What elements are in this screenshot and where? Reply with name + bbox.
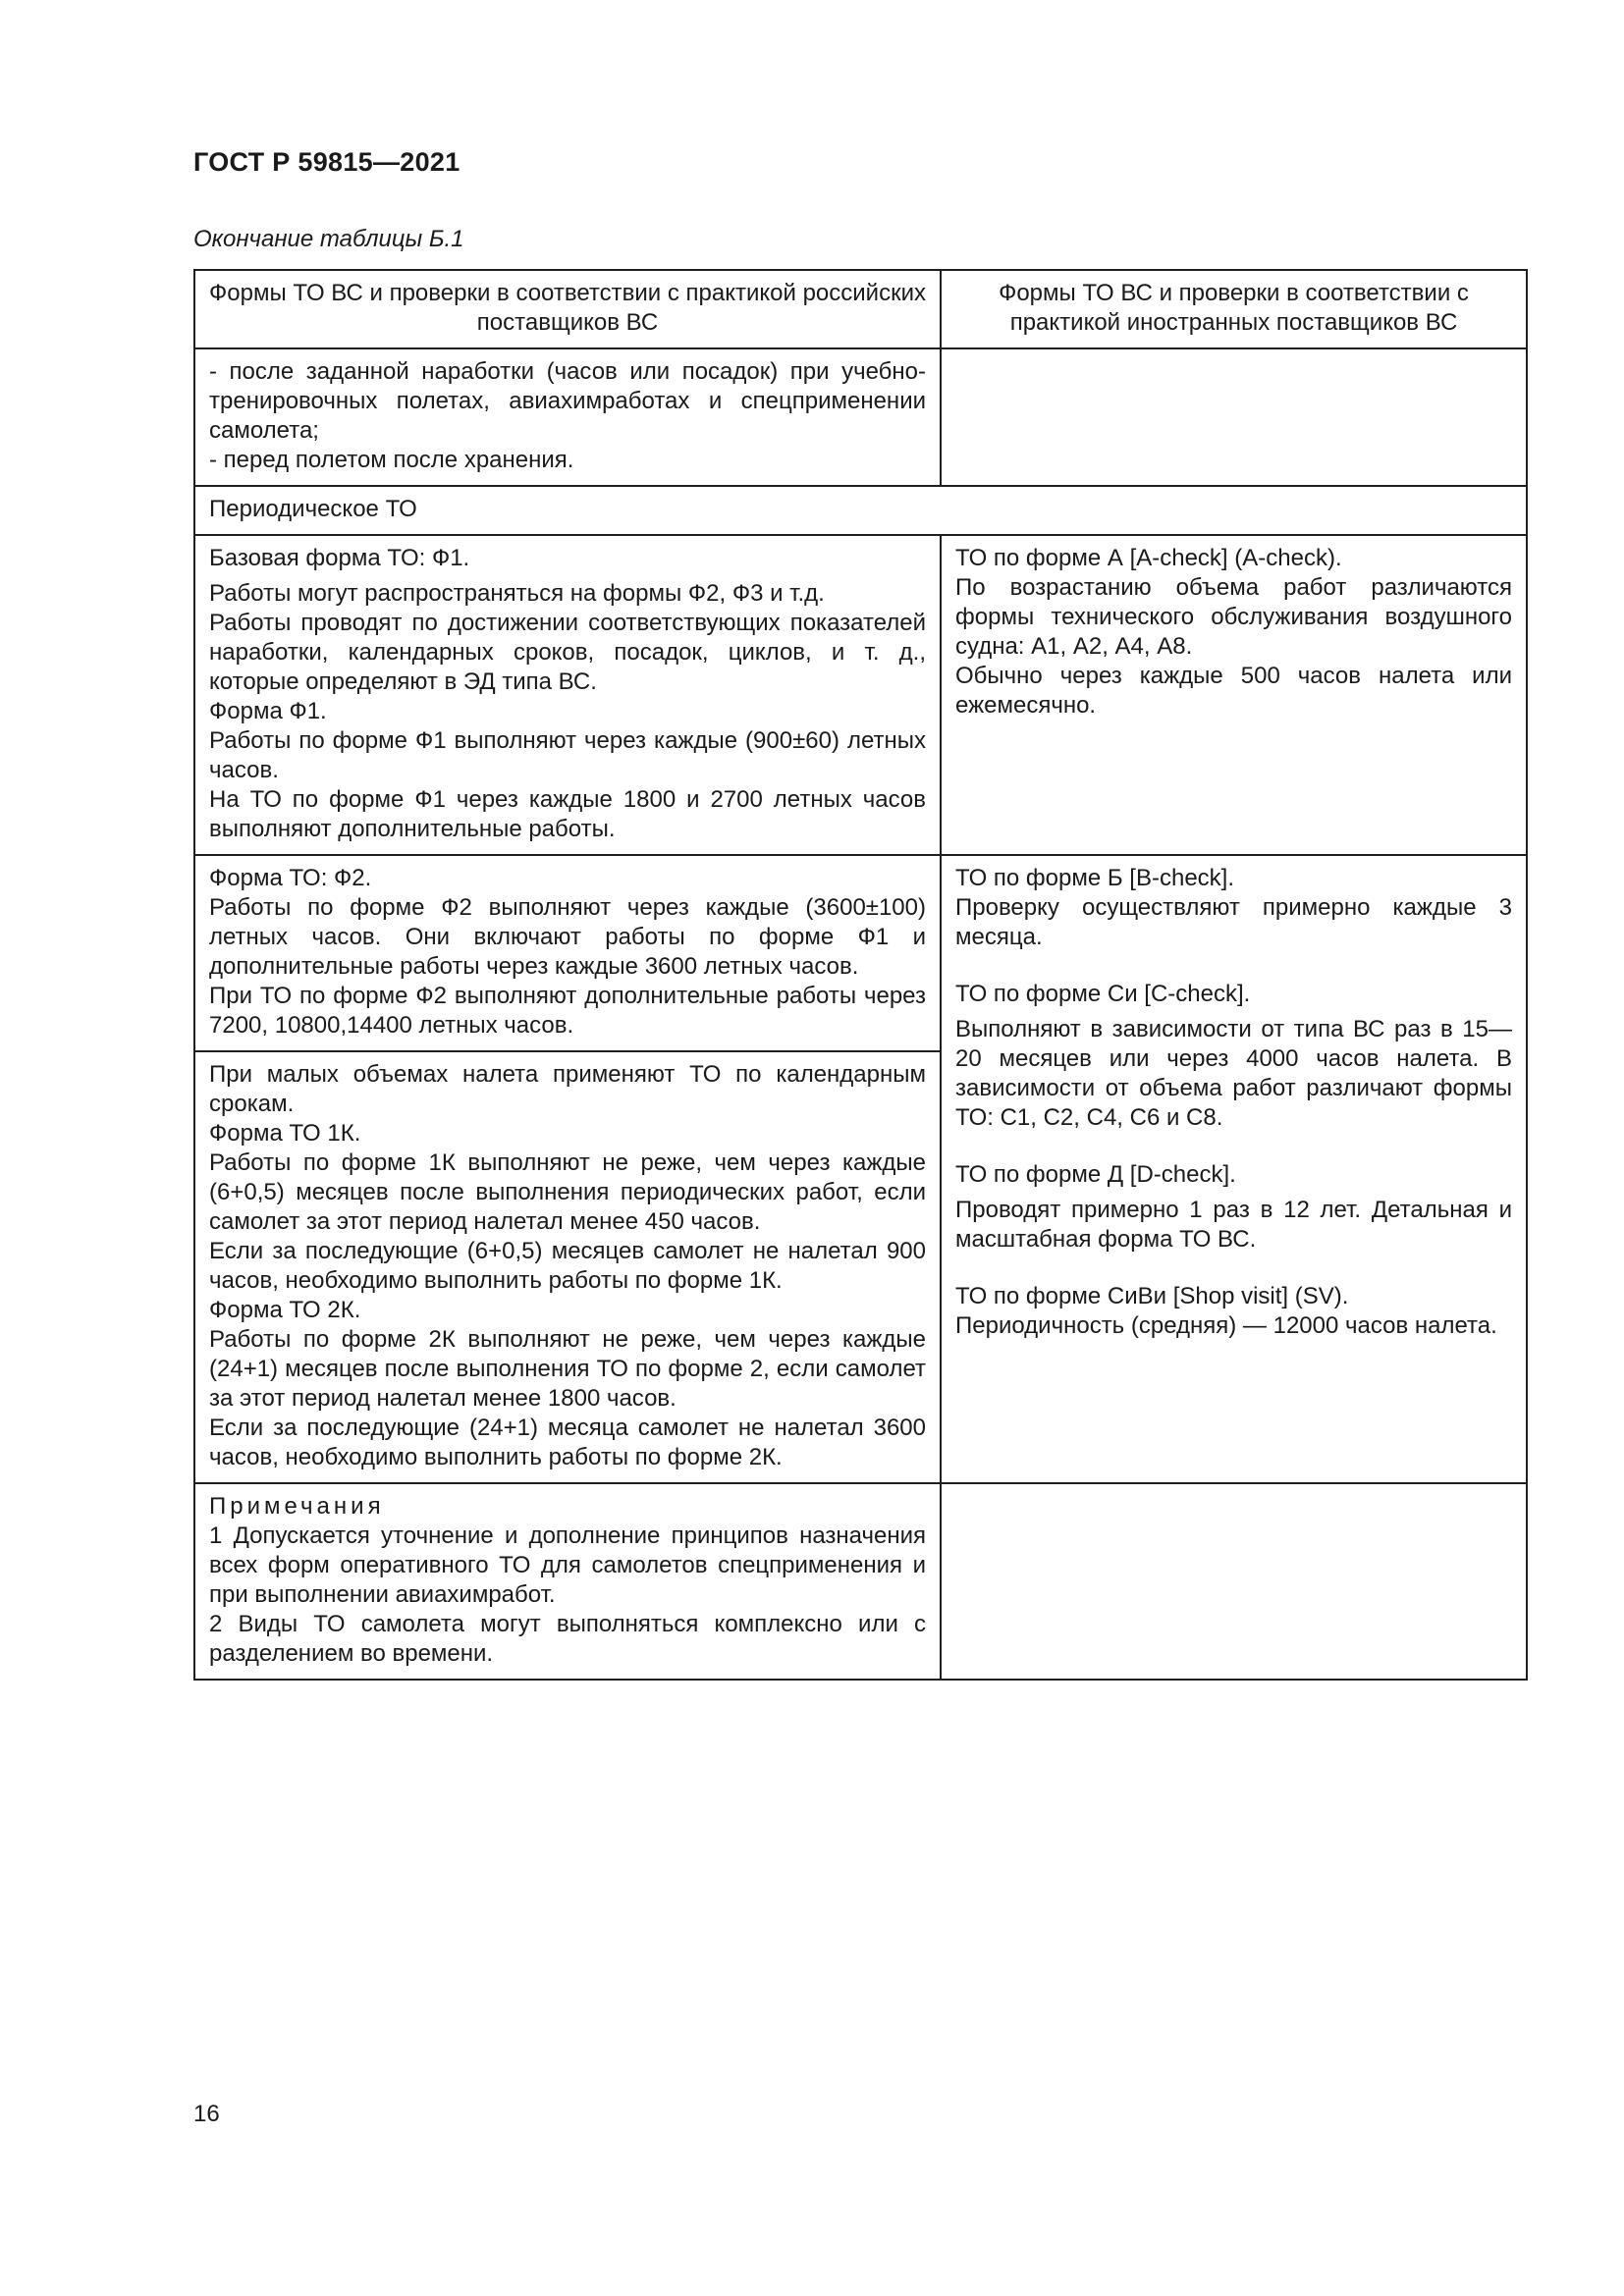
maintenance-forms-table [193,269,1528,1681]
cell-notes-right-empty [941,1483,1527,1680]
column-header-foreign: Формы ТО ВС и проверки в соответствии с практикой иностранных поставщиков ВС [941,270,1527,348]
table-row-section [194,486,1527,535]
document-code: ГОСТ Р 59815—2021 [193,147,460,177]
paragraph: На ТО по форме Ф1 через каждые 1800 и 2700 летных часов выполняют дополнительные работы. [209,786,926,842]
column-header-russian: Формы ТО ВС и проверки в соответствии с практикой российских поставщиков ВС [194,270,941,348]
cell-notes-left [194,1483,941,1680]
cell-f1-right [941,535,1527,855]
cell-f2-left [194,855,941,1051]
paragraph: Форма ТО 2К. [209,1297,361,1323]
paragraph: Если за последующие (6+0,5) месяцев самолет не налетал 900 часов, необходимо выполнить работы по форме 1К. [209,1238,926,1294]
table-row-f1 [194,535,1527,855]
paragraph: Работы по форме 1К выполняют не реже, чем через каждые (6+0,5) месяцев после выполнения периодических работ, если самолет за этот период налетал менее 450 часов. [209,1149,926,1235]
paragraph: Проводят примерно 1 раз в 12 лет. Детальная и масштабная форма ТО ВС. [955,1197,1512,1253]
paragraph: Периодичность (средняя) — 12000 часов налета. [955,1312,1497,1339]
paragraph: Работы могут распространяться на формы Ф2, Ф3 и т.д. [209,580,825,607]
paragraph: ТО по форме А [A-check] (A-check). [955,545,1342,571]
note-item: 2 Виды ТО самолета могут выполняться комплексно или с разделением во времени. [209,1611,926,1667]
cell-f1-left [194,535,941,855]
list-item: - после заданной наработки (часов или посадок) при учебно-тренировочных полетах, авиахимработах и спецприменении самолета; [209,358,926,444]
paragraph: Форма ТО 1К. [209,1120,361,1147]
paragraph: Базовая форма ТО: Ф1. [209,545,470,571]
paragraph: Работы по форме Ф1 выполняют через каждые (900±60) летных часов. [209,727,926,783]
cell-continuation-right-empty [941,348,1527,486]
cell-calendar-left [194,1051,941,1483]
paragraph: ТО по форме Б [B-check]. [955,865,1235,891]
table-row-notes [194,1483,1527,1680]
list-item: - перед полетом после хранения. [209,447,574,473]
paragraph: Работы по форме Ф2 выполняют через каждые (3600±100) летных часов. Они включают работы по форме Ф1 и дополнительные работы через каждые 3600 летных часов. [209,894,926,980]
paragraph: Если за последующие (24+1) месяца самолет не налетал 3600 часов, необходимо выполнить работы по форме 2К. [209,1415,926,1470]
page-number: 16 [193,2101,220,2127]
paragraph: По возрастанию объема работ различаются формы технического обслуживания воздушного судна: А1, А2, А4, А8. [955,574,1512,660]
paragraph: Работы проводят по достижении соответствующих показателей наработки, календарных сроков, посадок, циклов, и т. д., которые определяют в ЭД типа ВС. [209,610,926,695]
note-item: 1 Допускается уточнение и дополнение принципов назначения всех форм оперативного ТО для самолетов спецприменения и при выполнении авиахимработ. [209,1522,926,1608]
paragraph: Проверку осуществляют примерно каждые 3 месяца. [955,894,1512,950]
paragraph: Выполняют в зависимости от типа ВС раз в 15—20 месяцев или через 4000 часов налета. В зависимости от объема работ различают формы ТО: С1, С2, С4, С6 и С8. [955,1016,1512,1131]
paragraph: Форма Ф1. [209,698,327,724]
paragraph: При ТО по форме Ф2 выполняют дополнительные работы через 7200, 10800,14400 летных часов. [209,983,926,1039]
section-title-periodic: Периодическое ТО [194,486,1527,535]
cell-checks-right [941,855,1527,1483]
paragraph: При малых объемах налета применяют ТО по календарным срокам. [209,1061,926,1117]
table-header-row [194,270,1527,348]
paragraph: ТО по форме Си [C-check]. [955,981,1251,1007]
paragraph: ТО по форме СиВи [Shop visit] (SV). [955,1283,1349,1309]
table-row-continuation [194,348,1527,486]
paragraph: Работы по форме 2К выполняют не реже, чем через каждые (24+1) месяцев после выполнения ТО по форме 2, если самолет за этот период налетал менее 1800 часов. [209,1326,926,1412]
paragraph: Обычно через каждые 500 часов налета или ежемесячно. [955,663,1512,719]
notes-title: Примечания [209,1493,385,1520]
table-caption: Окончание таблицы Б.1 [193,226,464,252]
table-row-f2 [194,855,1527,1051]
paragraph: ТО по форме Д [D-check]. [955,1161,1236,1188]
paragraph: Форма ТО: Ф2. [209,865,372,891]
cell-continuation-left [194,348,941,486]
